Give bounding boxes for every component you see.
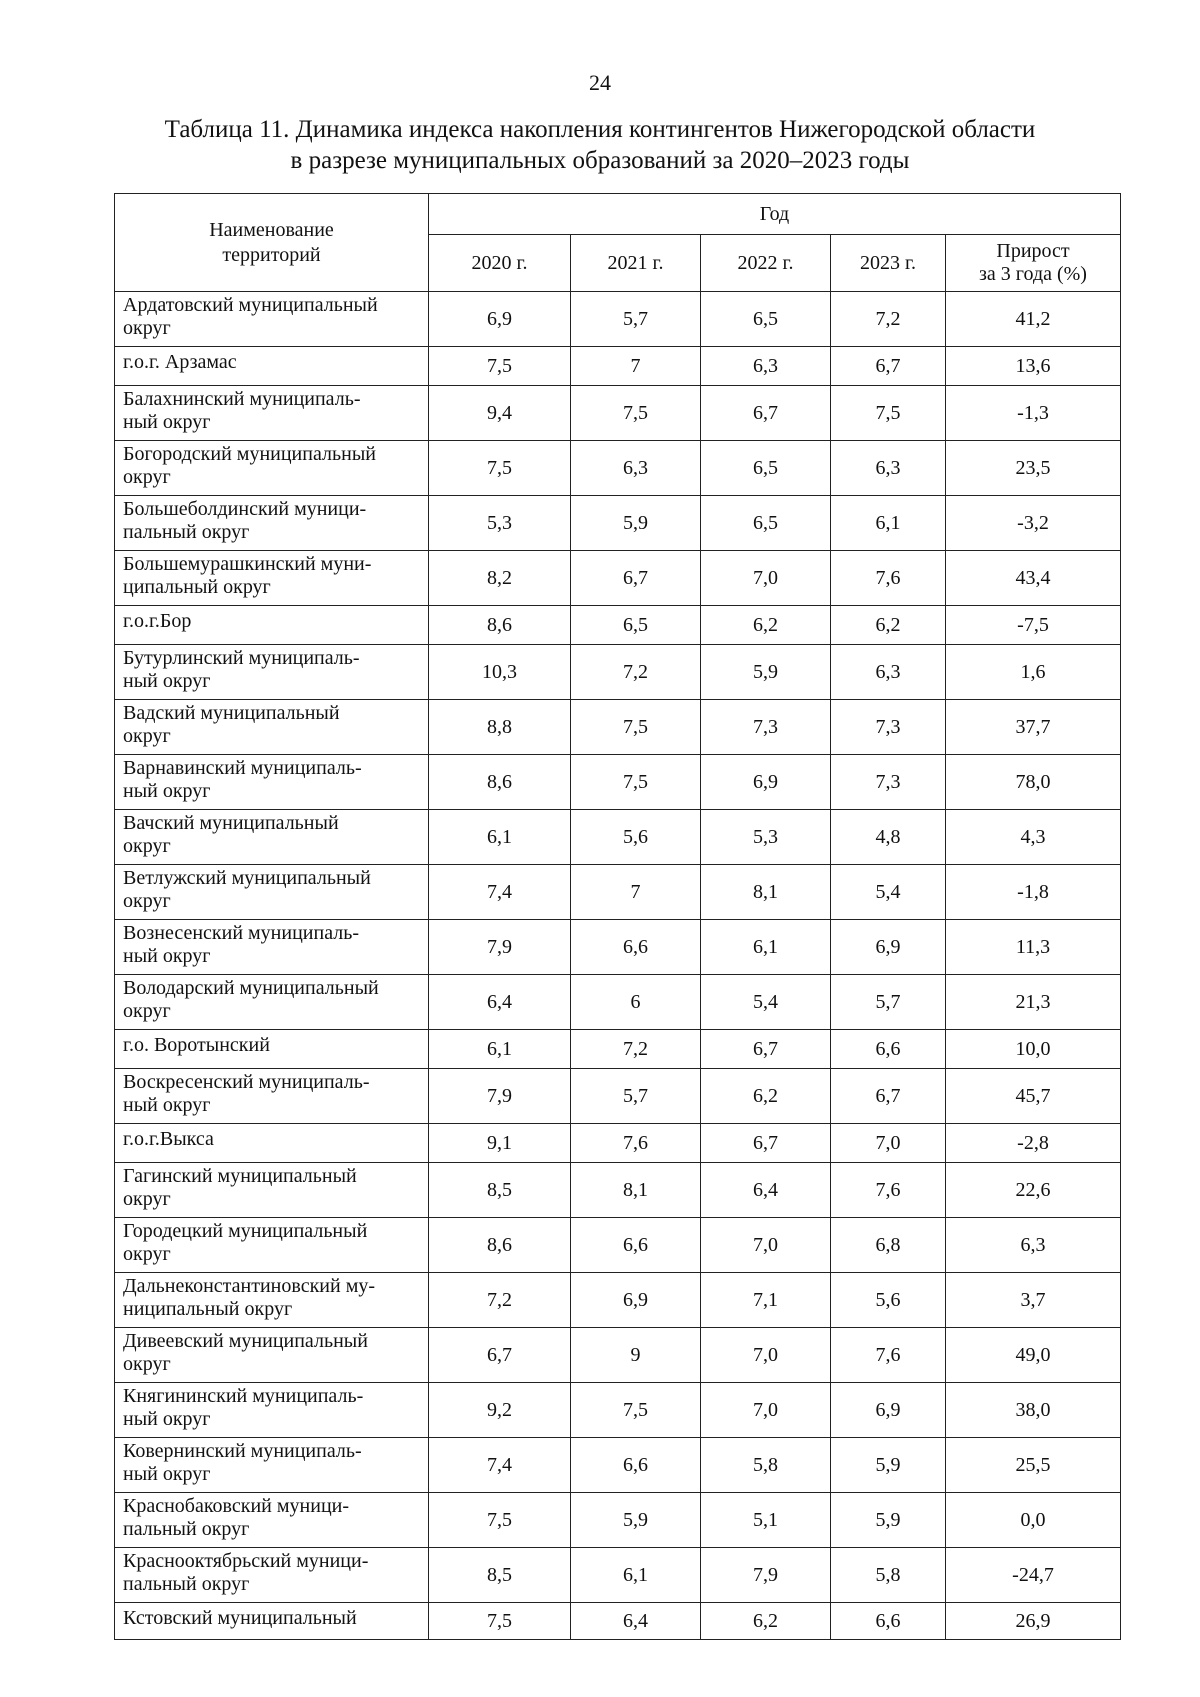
territory-name-line-1: Ковернинский муниципаль- — [123, 1440, 362, 1462]
value-2021-cell: 6,7 — [571, 551, 701, 606]
value-growth-cell: 6,3 — [946, 1218, 1121, 1273]
value-2021-cell: 6,4 — [571, 1603, 701, 1640]
value-growth-cell: -1,8 — [946, 865, 1121, 920]
value-growth-cell: 13,6 — [946, 347, 1121, 386]
value-2023-cell: 7,6 — [831, 551, 946, 606]
value-2023-cell: 6,1 — [831, 496, 946, 551]
header-name-line-2: территорий — [222, 243, 321, 266]
value-2022-cell: 6,2 — [701, 1603, 831, 1640]
table-row — [115, 755, 1121, 810]
value-2020-cell: 7,5 — [429, 1603, 571, 1640]
header-2023: 2023 г. — [831, 235, 946, 292]
value-2022-cell: 6,3 — [701, 347, 831, 386]
territory-name-line-1: Богородский муниципальный — [123, 443, 376, 465]
value-2020-cell: 8,6 — [429, 606, 571, 645]
territory-name-line-2: округ — [123, 466, 171, 488]
value-2023-cell: 5,8 — [831, 1548, 946, 1603]
territory-name-line-2: округ — [123, 1000, 171, 1022]
territory-name-line-1: Княгининский муниципаль- — [123, 1385, 364, 1407]
territory-name-line-1: г.о. Воротынский — [123, 1034, 270, 1056]
value-2022-cell: 8,1 — [701, 865, 831, 920]
table-row — [115, 1069, 1121, 1124]
territory-name-cell — [115, 292, 429, 347]
territory-name-line-1: Краснооктябрьский муници- — [123, 1550, 369, 1572]
table-row — [115, 645, 1121, 700]
value-2023-cell: 7,6 — [831, 1163, 946, 1218]
territory-name-cell — [115, 1603, 429, 1640]
table-row — [115, 1603, 1121, 1640]
territory-name-line-1: Гагинский муниципальный — [123, 1165, 357, 1187]
header-name-line-1: Наименование — [209, 218, 334, 241]
territory-name-line-2: пальный округ — [123, 1573, 250, 1595]
value-growth-cell: 25,5 — [946, 1438, 1121, 1493]
table-row — [115, 551, 1121, 606]
value-2020-cell: 7,9 — [429, 920, 571, 975]
header-growth-line-1: Прирост — [996, 240, 1070, 262]
territory-name-cell — [115, 1069, 429, 1124]
table-row — [115, 386, 1121, 441]
territory-name-line-1: Варнавинский муниципаль- — [123, 757, 362, 779]
value-2023-cell: 6,2 — [831, 606, 946, 645]
value-2020-cell: 7,4 — [429, 1438, 571, 1493]
territory-name-line-2: округ — [123, 725, 171, 747]
value-2021-cell: 6 — [571, 975, 701, 1030]
value-2021-cell: 6,1 — [571, 1548, 701, 1603]
value-2020-cell: 8,2 — [429, 551, 571, 606]
value-2022-cell: 5,8 — [701, 1438, 831, 1493]
territory-name-line-1: Ветлужский муниципальный — [123, 867, 371, 889]
table-row — [115, 292, 1121, 347]
table-row — [115, 347, 1121, 386]
value-2023-cell: 7,2 — [831, 292, 946, 347]
table-row — [115, 1328, 1121, 1383]
value-2022-cell: 6,7 — [701, 1124, 831, 1163]
territory-name-line-1: Вадский муниципальный — [123, 702, 340, 724]
territory-name-line-1: Ардатовский муниципальный — [123, 294, 378, 316]
territory-name-line-2: ный округ — [123, 411, 211, 433]
value-growth-cell: -1,3 — [946, 386, 1121, 441]
value-2020-cell: 6,7 — [429, 1328, 571, 1383]
table-row — [115, 1030, 1121, 1069]
table-row — [115, 1493, 1121, 1548]
value-growth-cell: 37,7 — [946, 700, 1121, 755]
territory-name-cell — [115, 1438, 429, 1493]
territory-name-line-1: Вознесенский муниципаль- — [123, 922, 360, 944]
territory-name-cell — [115, 1383, 429, 1438]
territory-name-cell — [115, 755, 429, 810]
value-growth-cell: -2,8 — [946, 1124, 1121, 1163]
value-2022-cell: 7,0 — [701, 1218, 831, 1273]
territory-name-line-2: округ — [123, 1188, 171, 1210]
title-line-2: в разрезе муниципальных образований за 2020–2023 годы — [290, 147, 910, 174]
value-2023-cell: 7,3 — [831, 700, 946, 755]
value-2021-cell: 7 — [571, 347, 701, 386]
value-2021-cell: 7,2 — [571, 645, 701, 700]
territory-name-line-1: г.о.г.Бор — [123, 610, 192, 632]
value-2020-cell: 9,4 — [429, 386, 571, 441]
table-row — [115, 1438, 1121, 1493]
value-2020-cell: 8,5 — [429, 1163, 571, 1218]
value-2021-cell: 7,5 — [571, 700, 701, 755]
value-2021-cell: 5,9 — [571, 496, 701, 551]
territory-name-line-2: ный округ — [123, 945, 211, 967]
value-2023-cell: 6,9 — [831, 1383, 946, 1438]
value-2023-cell: 5,6 — [831, 1273, 946, 1328]
table-row — [115, 700, 1121, 755]
territory-name-cell — [115, 441, 429, 496]
territory-name-line-2: округ — [123, 317, 171, 339]
territory-name-line-1: Большемурашкинский муни- — [123, 553, 372, 575]
territory-name-line-1: Воскресенский муниципаль- — [123, 1071, 370, 1093]
territory-name-cell — [115, 1548, 429, 1603]
value-2023-cell: 6,7 — [831, 1069, 946, 1124]
value-2023-cell: 6,7 — [831, 347, 946, 386]
value-2020-cell: 8,6 — [429, 1218, 571, 1273]
territory-name-cell — [115, 645, 429, 700]
territory-name-cell — [115, 551, 429, 606]
value-growth-cell: -24,7 — [946, 1548, 1121, 1603]
territory-name-line-2: ципальный округ — [123, 576, 271, 598]
territory-name-line-1: Володарский муниципальный — [123, 977, 379, 999]
value-growth-cell: 0,0 — [946, 1493, 1121, 1548]
value-2020-cell: 7,9 — [429, 1069, 571, 1124]
value-growth-cell: -7,5 — [946, 606, 1121, 645]
value-2021-cell: 7,2 — [571, 1030, 701, 1069]
value-2023-cell: 6,8 — [831, 1218, 946, 1273]
table-row — [115, 1548, 1121, 1603]
value-2020-cell: 9,1 — [429, 1124, 571, 1163]
value-growth-cell: 1,6 — [946, 645, 1121, 700]
value-2021-cell: 6,9 — [571, 1273, 701, 1328]
value-2023-cell: 5,9 — [831, 1493, 946, 1548]
territory-name-line-2: ный округ — [123, 1408, 211, 1430]
value-growth-cell: 26,9 — [946, 1603, 1121, 1640]
table-row — [115, 1273, 1121, 1328]
territory-name-line-2: ный округ — [123, 780, 211, 802]
territory-name-cell — [115, 1163, 429, 1218]
territory-name-line-2: округ — [123, 835, 171, 857]
value-2021-cell: 7,5 — [571, 1383, 701, 1438]
value-2022-cell: 6,9 — [701, 755, 831, 810]
value-growth-cell: 38,0 — [946, 1383, 1121, 1438]
territory-name-line-1: г.о.г.Выкса — [123, 1128, 214, 1150]
value-2023-cell: 7,0 — [831, 1124, 946, 1163]
value-2020-cell: 8,6 — [429, 755, 571, 810]
territory-name-cell — [115, 347, 429, 386]
value-2022-cell: 5,4 — [701, 975, 831, 1030]
value-growth-cell: 78,0 — [946, 755, 1121, 810]
header-growth-line-2: за 3 года (%) — [979, 263, 1087, 285]
page-number: 24 — [589, 70, 611, 95]
header-growth — [946, 235, 1121, 292]
territory-name-cell — [115, 700, 429, 755]
header-2022: 2022 г. — [701, 235, 831, 292]
value-2023-cell: 6,6 — [831, 1603, 946, 1640]
territory-name-cell — [115, 920, 429, 975]
data-table — [114, 193, 1121, 1640]
value-2022-cell: 7,0 — [701, 551, 831, 606]
value-2021-cell: 7 — [571, 865, 701, 920]
value-2023-cell: 5,4 — [831, 865, 946, 920]
value-2020-cell: 9,2 — [429, 1383, 571, 1438]
value-2021-cell: 7,5 — [571, 755, 701, 810]
territory-name-line-2: пальный округ — [123, 1518, 250, 1540]
territory-name-cell — [115, 1124, 429, 1163]
value-2020-cell: 7,5 — [429, 1493, 571, 1548]
territory-name-line-1: Дальнеконстантиновский му- — [123, 1275, 376, 1297]
table-row — [115, 975, 1121, 1030]
territory-name-line-1: Бутурлинский муниципаль- — [123, 647, 360, 669]
value-2022-cell: 6,1 — [701, 920, 831, 975]
table-row — [115, 865, 1121, 920]
territory-name-cell — [115, 810, 429, 865]
value-2022-cell: 7,0 — [701, 1383, 831, 1438]
value-2020-cell: 8,8 — [429, 700, 571, 755]
table-row — [115, 441, 1121, 496]
territory-name-line-2: ный округ — [123, 1094, 211, 1116]
value-2023-cell: 4,8 — [831, 810, 946, 865]
territory-name-cell — [115, 1030, 429, 1069]
header-territory-name — [115, 194, 429, 292]
territory-name-line-2: округ — [123, 890, 171, 912]
value-2021-cell: 5,7 — [571, 292, 701, 347]
territory-name-line-2: округ — [123, 1243, 171, 1265]
value-2021-cell: 6,5 — [571, 606, 701, 645]
value-2022-cell: 6,7 — [701, 1030, 831, 1069]
value-growth-cell: 21,3 — [946, 975, 1121, 1030]
value-2020-cell: 6,4 — [429, 975, 571, 1030]
territory-name-line-2: ниципальный округ — [123, 1298, 293, 1320]
value-2022-cell: 5,9 — [701, 645, 831, 700]
value-growth-cell: 4,3 — [946, 810, 1121, 865]
value-2022-cell: 7,0 — [701, 1328, 831, 1383]
territory-name-line-2: округ — [123, 1353, 171, 1375]
value-growth-cell: 22,6 — [946, 1163, 1121, 1218]
territory-name-line-2: ный округ — [123, 1463, 211, 1485]
table-row — [115, 1383, 1121, 1438]
value-growth-cell: 3,7 — [946, 1273, 1121, 1328]
value-2021-cell: 7,5 — [571, 386, 701, 441]
value-growth-cell: 23,5 — [946, 441, 1121, 496]
title-line-1: Таблица 11. Динамика индекса накопления контингентов Нижегородской области — [164, 116, 1036, 143]
table-row — [115, 810, 1121, 865]
territory-name-cell — [115, 386, 429, 441]
value-growth-cell: 45,7 — [946, 1069, 1121, 1124]
territory-name-line-1: Балахнинский муниципаль- — [123, 388, 361, 410]
table-row — [115, 606, 1121, 645]
value-2023-cell: 7,3 — [831, 755, 946, 810]
value-2022-cell: 7,3 — [701, 700, 831, 755]
value-2022-cell: 6,5 — [701, 496, 831, 551]
value-2022-cell: 6,2 — [701, 1069, 831, 1124]
value-2021-cell: 8,1 — [571, 1163, 701, 1218]
value-2022-cell: 5,1 — [701, 1493, 831, 1548]
territory-name-cell — [115, 975, 429, 1030]
value-growth-cell: 43,4 — [946, 551, 1121, 606]
table-row — [115, 920, 1121, 975]
header-year: Год — [429, 194, 1121, 235]
value-2022-cell: 6,5 — [701, 441, 831, 496]
value-2021-cell: 5,9 — [571, 1493, 701, 1548]
value-2021-cell: 6,6 — [571, 1218, 701, 1273]
territory-name-line-2: пальный округ — [123, 521, 250, 543]
value-growth-cell: 11,3 — [946, 920, 1121, 975]
value-2021-cell: 7,6 — [571, 1124, 701, 1163]
value-2021-cell: 5,6 — [571, 810, 701, 865]
territory-name-cell — [115, 606, 429, 645]
territory-name-cell — [115, 1493, 429, 1548]
value-2020-cell: 6,9 — [429, 292, 571, 347]
value-growth-cell: -3,2 — [946, 496, 1121, 551]
territory-name-line-1: Кстовский муниципальный — [123, 1607, 357, 1629]
table-row — [115, 496, 1121, 551]
territory-name-line-1: Вачский муниципальный — [123, 812, 339, 834]
table-row — [115, 1124, 1121, 1163]
territory-name-cell — [115, 865, 429, 920]
value-2023-cell: 6,3 — [831, 645, 946, 700]
value-2022-cell: 7,9 — [701, 1548, 831, 1603]
territory-name-line-1: Городецкий муниципальный — [123, 1220, 368, 1242]
header-2020: 2020 г. — [429, 235, 571, 292]
value-growth-cell: 41,2 — [946, 292, 1121, 347]
value-2020-cell: 6,1 — [429, 1030, 571, 1069]
territory-name-cell — [115, 496, 429, 551]
value-2022-cell: 6,5 — [701, 292, 831, 347]
territory-name-line-1: Дивеевский муниципальный — [123, 1330, 368, 1352]
table-body — [115, 292, 1121, 1640]
header-2021: 2021 г. — [571, 235, 701, 292]
value-2021-cell: 6,6 — [571, 920, 701, 975]
territory-name-line-2: ный округ — [123, 670, 211, 692]
value-2023-cell: 7,6 — [831, 1328, 946, 1383]
value-growth-cell: 10,0 — [946, 1030, 1121, 1069]
value-2020-cell: 5,3 — [429, 496, 571, 551]
value-2022-cell: 7,1 — [701, 1273, 831, 1328]
value-2023-cell: 5,7 — [831, 975, 946, 1030]
table-row — [115, 1218, 1121, 1273]
territory-name-cell — [115, 1273, 429, 1328]
value-2020-cell: 7,5 — [429, 441, 571, 496]
value-2023-cell: 7,5 — [831, 386, 946, 441]
territory-name-line-1: Краснобаковский муници- — [123, 1495, 350, 1517]
value-2021-cell: 5,7 — [571, 1069, 701, 1124]
value-growth-cell: 49,0 — [946, 1328, 1121, 1383]
value-2023-cell: 5,9 — [831, 1438, 946, 1493]
value-2022-cell: 6,2 — [701, 606, 831, 645]
value-2022-cell: 6,4 — [701, 1163, 831, 1218]
territory-name-line-1: г.о.г. Арзамас — [123, 351, 237, 373]
value-2023-cell: 6,6 — [831, 1030, 946, 1069]
territory-name-cell — [115, 1218, 429, 1273]
table-title — [60, 114, 1140, 176]
value-2021-cell: 6,3 — [571, 441, 701, 496]
value-2022-cell: 5,3 — [701, 810, 831, 865]
value-2023-cell: 6,3 — [831, 441, 946, 496]
value-2022-cell: 6,7 — [701, 386, 831, 441]
value-2020-cell: 10,3 — [429, 645, 571, 700]
value-2020-cell: 8,5 — [429, 1548, 571, 1603]
value-2020-cell: 7,4 — [429, 865, 571, 920]
value-2020-cell: 7,2 — [429, 1273, 571, 1328]
table-row — [115, 1163, 1121, 1218]
value-2023-cell: 6,9 — [831, 920, 946, 975]
territory-name-cell — [115, 1328, 429, 1383]
value-2020-cell: 7,5 — [429, 347, 571, 386]
value-2020-cell: 6,1 — [429, 810, 571, 865]
value-2021-cell: 9 — [571, 1328, 701, 1383]
value-2021-cell: 6,6 — [571, 1438, 701, 1493]
territory-name-line-1: Большеболдинский муници- — [123, 498, 367, 520]
